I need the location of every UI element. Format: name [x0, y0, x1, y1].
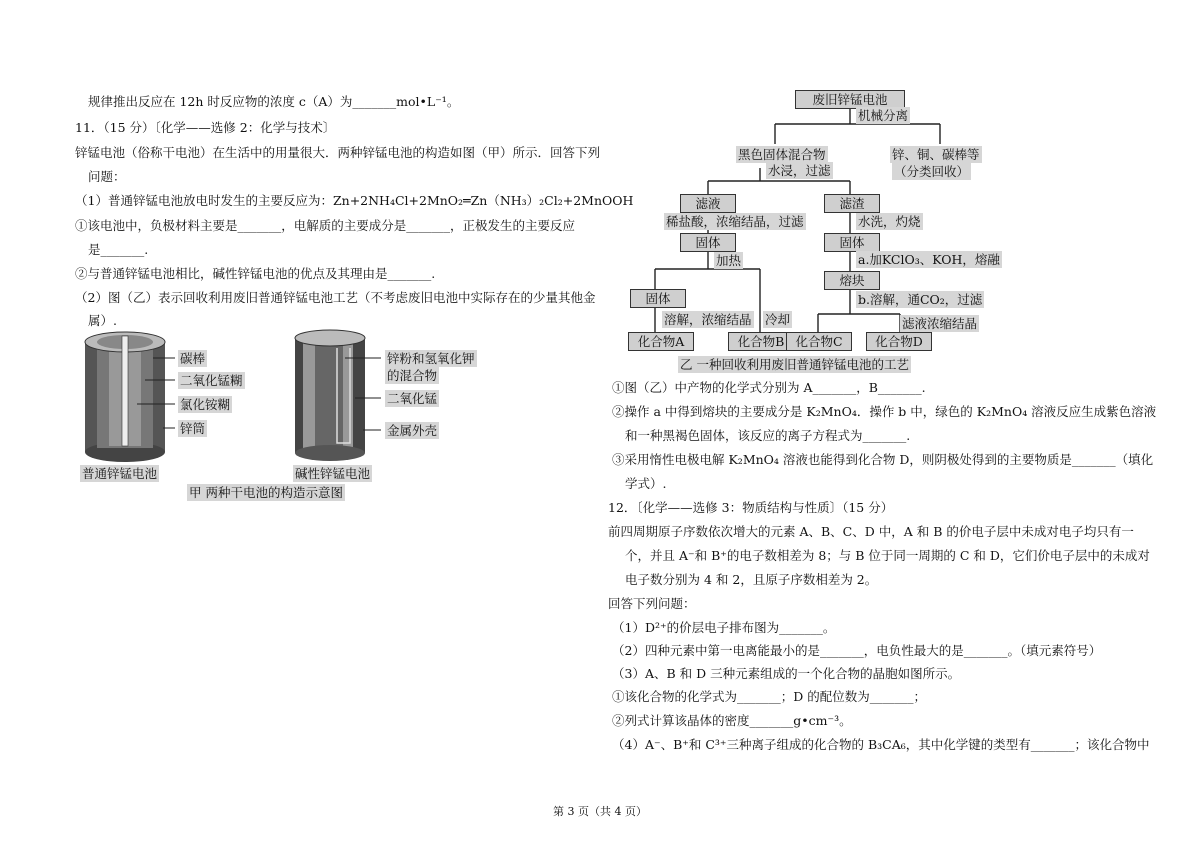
- flow-box-filtrate: 滤液: [680, 194, 736, 213]
- label-mno2-paste: 二氧化锰糊: [180, 373, 243, 388]
- flow-box-waste-battery: 废旧锌锰电池: [795, 90, 905, 109]
- flow-step-wash-burn: 水洗，灼烧: [858, 214, 921, 229]
- text-line: （1）D²⁺的价层电子排布图为_______。: [612, 620, 836, 635]
- figure-b-caption: 乙 一种回收利用废旧普通锌锰电池的工艺: [680, 357, 909, 372]
- flow-box-compound-c: 化合物C: [786, 332, 852, 351]
- text-line: 锌锰电池（俗称干电池）在生活中的用量很大．两种锌锰电池的构造如图（甲）所示．回答下列: [75, 145, 601, 160]
- label-mixture: 的混合物: [387, 368, 438, 383]
- flow-step-cool: 冷却: [765, 312, 791, 327]
- text-line: 属）.: [88, 313, 117, 328]
- alkaline-battery-drawing: [295, 330, 381, 461]
- flow-black-solid-mixture: 黑色固体混合物: [738, 147, 826, 162]
- page-footer: 第 3 页（共 4 页）: [553, 805, 647, 818]
- flow-box-compound-d: 化合物D: [866, 332, 932, 351]
- flow-box-solid-1: 固体: [680, 233, 736, 252]
- label-metal-shell: 金属外壳: [387, 423, 438, 438]
- text-line: 问题：: [88, 169, 126, 184]
- text-line: 是_______.: [88, 242, 149, 257]
- text-line: 和一种黑褐色固体，该反应的离子方程式为_______.: [625, 428, 911, 443]
- text-line: （4）A⁻、B⁺和 C³⁺三种离子组成的化合物的 B₃CA₆，其中化学键的类型有_______；该化合物中: [612, 737, 1150, 752]
- recycling-flowchart: [620, 86, 1000, 378]
- caption-alkaline-battery: 碱性锌锰电池: [295, 466, 371, 481]
- question-12-header: 12．〔化学——选修 3：物质结构与性质〕（15 分）: [608, 500, 894, 515]
- text-line: 前四周期原子序数依次增大的元素 A、B、C、D 中，A 和 B 的价电子层中未成对电子均只有一: [608, 524, 1134, 539]
- flow-box-compound-b: 化合物B: [728, 332, 794, 351]
- text-line: 回答下列问题：: [608, 596, 696, 611]
- label-nh4cl-paste: 氯化铵糊: [180, 397, 231, 412]
- flow-metals: 锌、铜、碳棒等: [892, 147, 980, 162]
- flow-step-heat: 加热: [716, 253, 742, 268]
- label-zinc-can: 锌筒: [180, 421, 206, 436]
- caption-ordinary-battery: 普通锌锰电池: [82, 466, 158, 481]
- text-line: ②与普通锌锰电池相比，碱性锌锰电池的优点及其理由是_______.: [75, 266, 436, 281]
- flow-step-mechanical-separation: 机械分离: [858, 108, 909, 123]
- label-carbon-rod: 碳棒: [180, 351, 206, 366]
- flow-step-evaporate: 滤液浓缩结晶: [902, 316, 978, 331]
- flow-step-a: a.加KClO₃、KOH，熔融: [858, 252, 1000, 267]
- flow-metals-note: （分类回收）: [894, 164, 970, 179]
- text-line: （2）四种元素中第一电离能最小的是_______，电负性最大的是_______。（填元素符号）: [612, 643, 1102, 658]
- battery-figure: [75, 328, 475, 503]
- flow-step-dissolve: 溶解，浓缩结晶: [664, 312, 752, 327]
- flow-box-melt: 熔块: [824, 271, 880, 290]
- flow-box-residue: 滤渣: [824, 194, 880, 213]
- text-line: ①该电池中，负极材料主要是_______，电解质的主要成分是_______，正极发生的主要反应: [75, 218, 576, 233]
- ordinary-battery-drawing: [85, 332, 175, 462]
- text-line: 电子数分别为 4 和 2，且原子序数相差为 2。: [625, 572, 878, 587]
- flow-box-solid-2: 固体: [824, 233, 880, 252]
- text-line: （3）A、B 和 D 三种元素组成的一个化合物的晶胞如图所示。: [612, 666, 961, 681]
- text-line: ①图（乙）中产物的化学式分别为 A_______，B_______.: [612, 380, 926, 395]
- text-line: 学式）.: [625, 476, 667, 491]
- text-line: 规律推出反应在 12h 时反应物的浓度 c（A）为_______mol•L⁻¹。: [88, 94, 460, 109]
- flow-step-acid-crystallize: 稀盐酸，浓缩结晶，过滤: [666, 214, 804, 229]
- text-line: ②列式计算该晶体的密度_______g•cm⁻³。: [612, 713, 852, 728]
- text-line: （1）普通锌锰电池放电时发生的主要反应为：Zn+2NH₄Cl+2MnO₂═Zn（NH₃）₂Cl₂+2MnOOH: [75, 193, 634, 208]
- text-line: ③采用惰性电极电解 K₂MnO₄ 溶液也能得到化合物 D，则阴极处得到的主要物质是_______（填化: [612, 452, 1154, 467]
- flow-box-solid-3: 固体: [630, 289, 686, 308]
- figure-a-caption: 甲 两种干电池的构造示意图: [189, 485, 343, 500]
- flow-box-compound-a: 化合物A: [628, 332, 694, 351]
- text-line: （2）图（乙）表示回收利用废旧普通锌锰电池工艺（不考虑废旧电池中实际存在的少量其他金: [75, 290, 596, 305]
- question-11-header: 11．（15 分）〔化学——选修 2：化学与技术〕: [75, 120, 336, 135]
- text-line: ①该化合物的化学式为_______；D 的配位数为_______；: [612, 689, 926, 704]
- text-line: ②操作 a 中得到熔块的主要成分是 K₂MnO₄．操作 b 中，绿色的 K₂MnO₄ 溶液反应生成紫色溶液: [612, 404, 1157, 419]
- flow-step-b: b.溶解，通CO₂，过滤: [858, 292, 983, 307]
- flow-step-water-filter: 水浸，过滤: [768, 163, 831, 178]
- label-mno2: 二氧化锰: [387, 391, 438, 406]
- text-line: 个，并且 A⁻和 B⁺的电子数相差为 8；与 B 位于同一周期的 C 和 D，它们价电子层中的未成对: [625, 548, 1150, 563]
- label-zinc-koh: 锌粉和氢氧化钾: [387, 351, 475, 366]
